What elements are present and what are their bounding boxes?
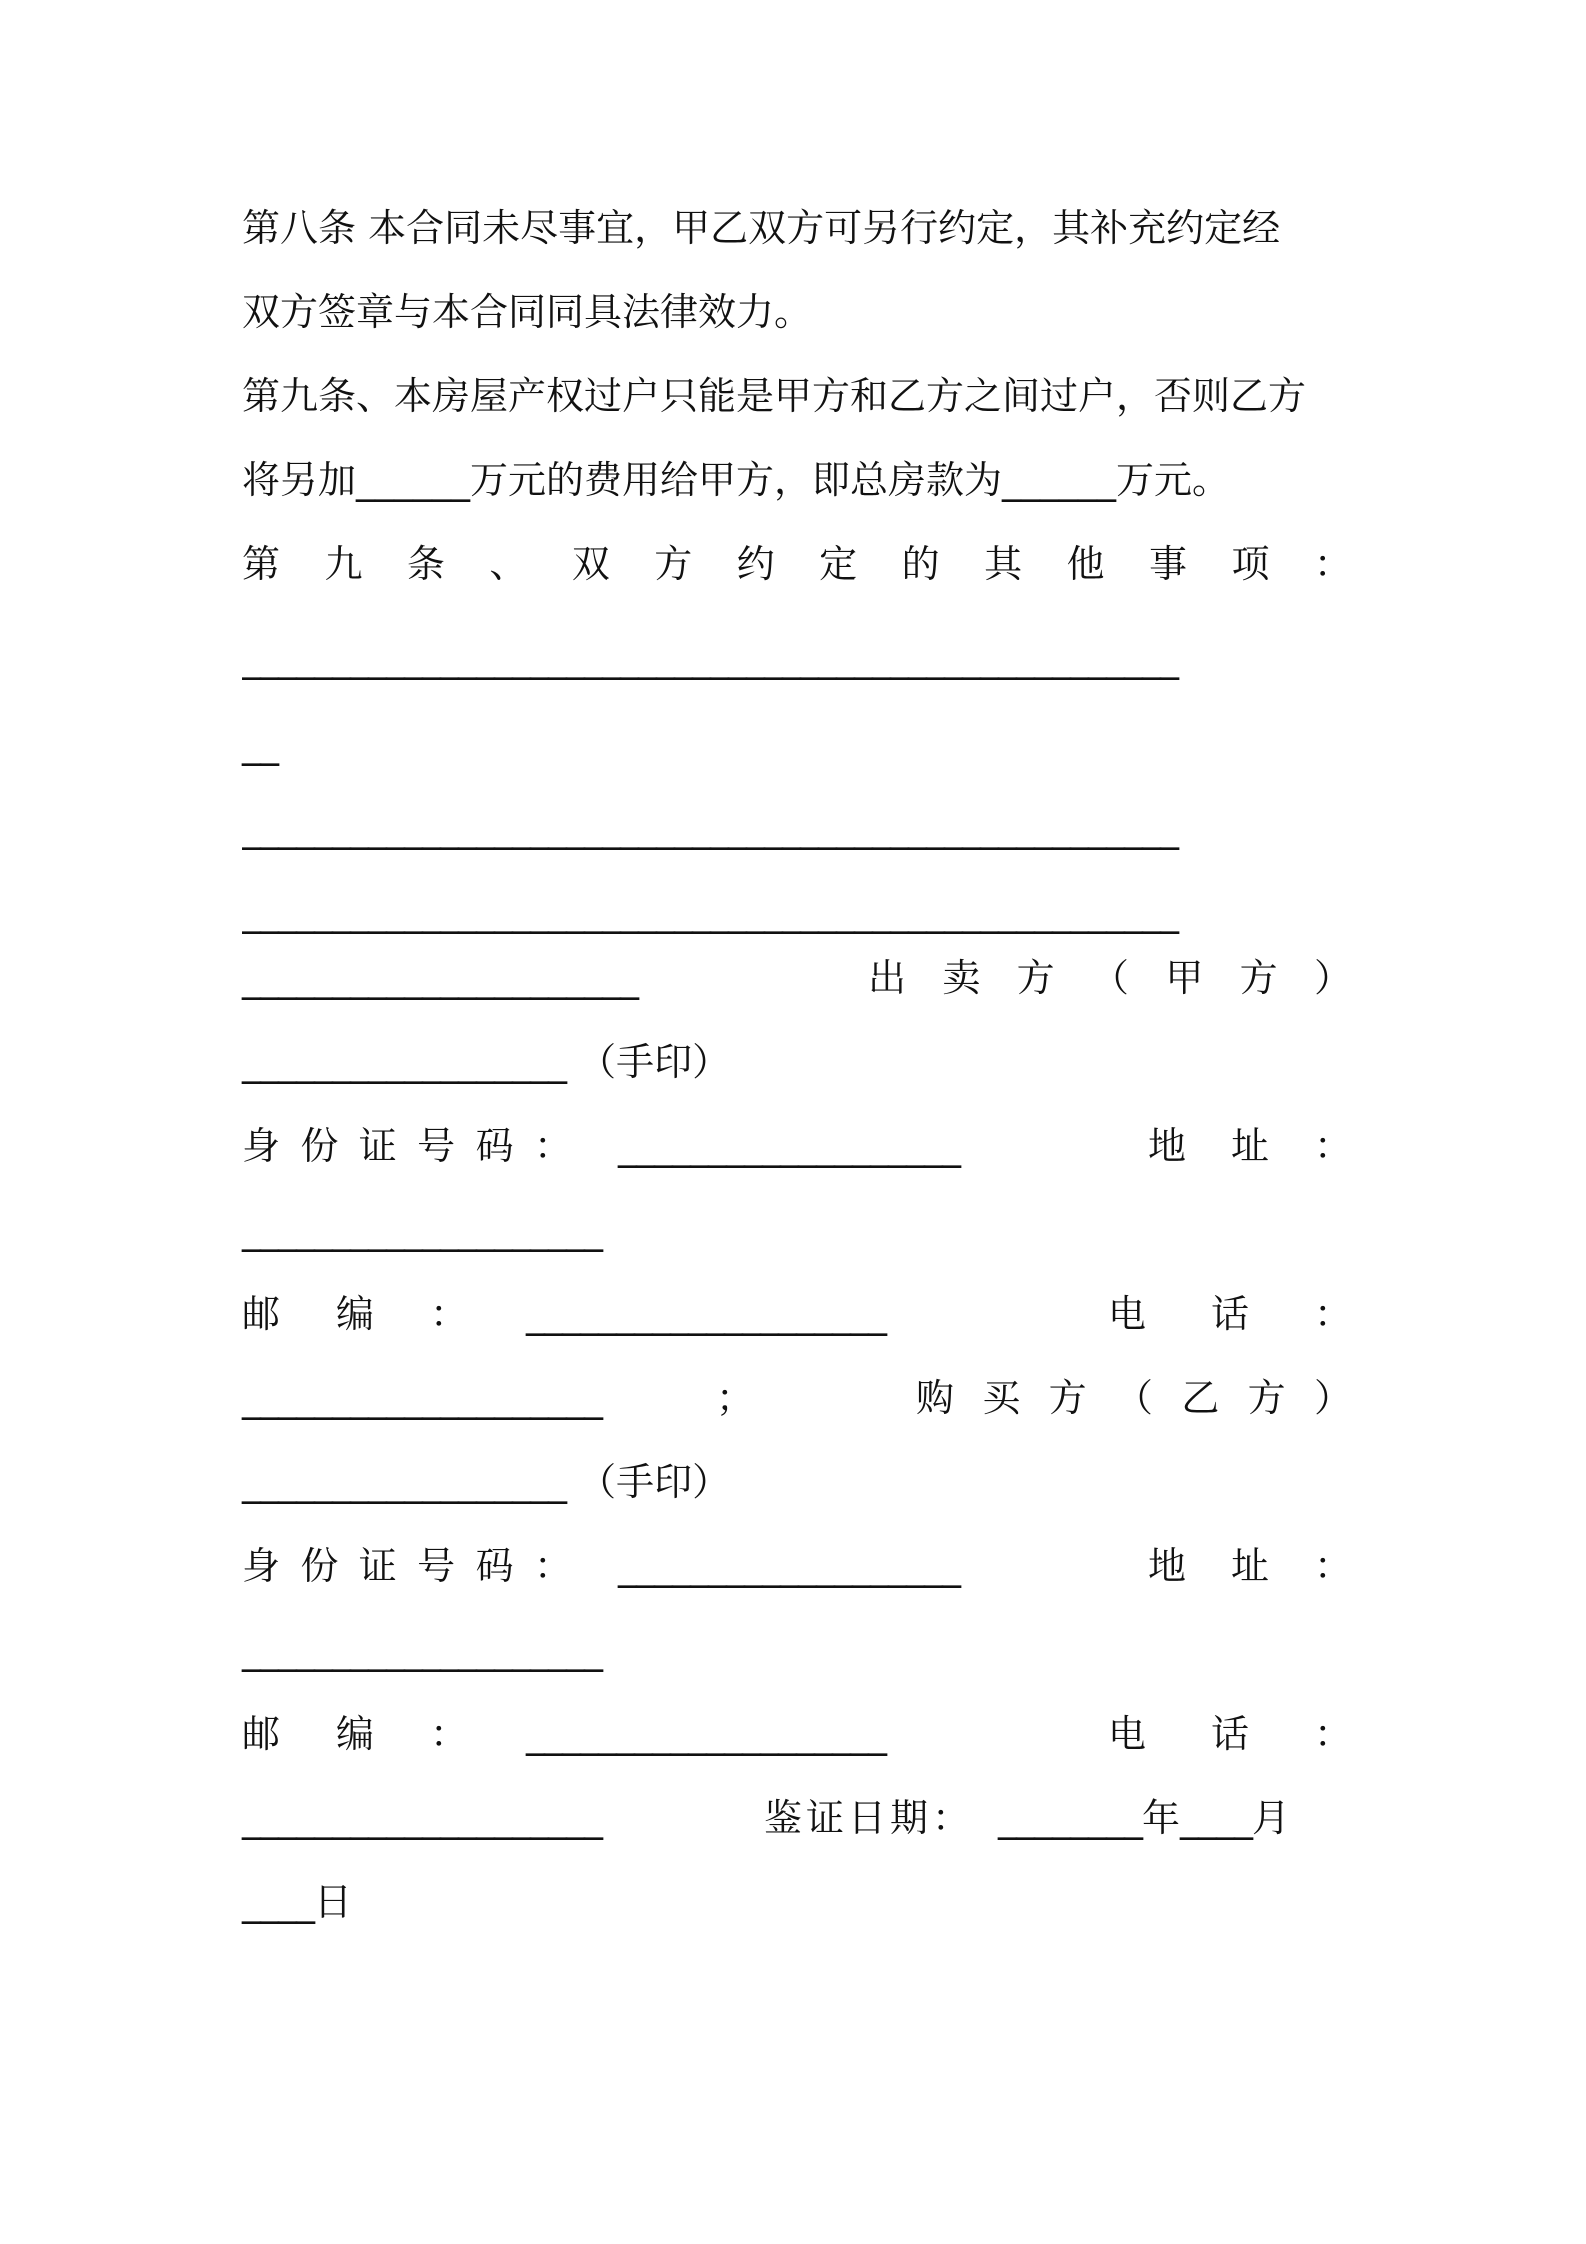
label-char: 编: [335, 1292, 374, 1336]
buyer-address-label: [1148, 1538, 1352, 1594]
label-char: ：: [429, 1292, 468, 1336]
seller-label-char: 出: [868, 956, 907, 1000]
seller-id-label: [242, 1118, 572, 1174]
certification-day-row: [242, 1874, 1352, 1930]
buyer-zip-blank: ____________________: [526, 1712, 886, 1756]
title-char: 约: [736, 542, 775, 586]
buyer-seal-blank: __________________: [242, 1460, 566, 1504]
seller-address-label: [1148, 1118, 1352, 1174]
title-char: 他: [1066, 542, 1105, 586]
buyer-seal-row: [242, 1454, 1352, 1510]
buyer-label-char: 购: [916, 1376, 955, 1420]
article-9-other-matters-title: [242, 536, 1352, 592]
title-char: 的: [901, 542, 940, 586]
label-char: 话: [1210, 1712, 1249, 1756]
label-char: 电: [1108, 1712, 1147, 1756]
label-char: ：: [1313, 1124, 1352, 1168]
title-char: 条: [406, 542, 445, 586]
buyer-label-char: 乙: [1181, 1376, 1220, 1420]
seller-seal-row: [242, 1034, 1352, 1090]
buyer-label: [916, 1370, 1352, 1426]
seller-address-blank: ____________________: [242, 1208, 602, 1252]
buyer-label-char: 方: [1048, 1376, 1087, 1420]
label-char: 码: [475, 1124, 514, 1168]
buyer-address-blank: ____________________: [242, 1628, 602, 1672]
buyer-phone-label: [1108, 1706, 1352, 1762]
seller-zip-label: [242, 1286, 468, 1342]
title-char: 方: [654, 542, 693, 586]
label-char: 电: [1108, 1292, 1147, 1336]
label-char: 身: [242, 1544, 281, 1588]
title-char: 定: [819, 542, 858, 586]
label-char: 份: [300, 1124, 339, 1168]
seller-label-char: （: [1090, 956, 1129, 1000]
label-char: ：: [1313, 1292, 1352, 1336]
label-char: 邮: [242, 1292, 281, 1336]
label-char: 码: [475, 1544, 514, 1588]
article-9-line-1: 第九条、本房屋产权过户只能是甲方和乙方之间过户，否则乙方: [242, 374, 1307, 418]
article-9-line-2: 将另加______万元的费用给甲方，即总房款为______万元。: [242, 458, 1231, 502]
seller-signature-blank: ______________________: [242, 956, 638, 1000]
buyer-seal-label: （手印）: [578, 1460, 731, 1504]
month-blank: ____: [1180, 1796, 1253, 1840]
label-char: 地: [1148, 1544, 1187, 1588]
seller-seal-label: （手印）: [578, 1040, 731, 1084]
label-char: ：: [429, 1712, 468, 1756]
label-char: 身: [242, 1124, 281, 1168]
seller-phone-blank: ____________________: [242, 1376, 602, 1420]
label-char: 号: [417, 1124, 456, 1168]
other-matters-blank-1: ____________________________________________________: [242, 636, 1178, 680]
seller-label-char: 方: [1239, 956, 1278, 1000]
buyer-label-char: ）: [1313, 1376, 1352, 1420]
title-char: ：: [1313, 542, 1352, 586]
article-8-line-2: 双方签章与本合同同具法律效力。: [242, 290, 813, 334]
label-char: 编: [335, 1712, 374, 1756]
other-matters-blank-1-tail: __: [242, 722, 278, 766]
certification-date-label: 鉴证日期：: [764, 1796, 975, 1840]
month-label: 月: [1252, 1796, 1291, 1840]
title-char: 第: [242, 542, 281, 586]
label-char: ：: [1313, 1712, 1352, 1756]
title-char: 、: [489, 542, 528, 586]
other-matters-blank-3: ____________________________________________________: [242, 890, 1178, 934]
title-char: 事: [1148, 542, 1187, 586]
other-matters-blank-2: ____________________________________________________: [242, 806, 1178, 850]
day-label: 日: [314, 1880, 353, 1924]
seller-phone-label: [1108, 1286, 1352, 1342]
label-char: ：: [533, 1124, 572, 1168]
title-char: 九: [324, 542, 363, 586]
buyer-label-char: 方: [1247, 1376, 1286, 1420]
seller-id-blank: ___________________: [618, 1124, 960, 1168]
title-char: 项: [1231, 542, 1270, 586]
buyer-id-blank: ___________________: [618, 1544, 960, 1588]
day-blank: ____: [242, 1880, 314, 1924]
label-char: 地: [1148, 1124, 1187, 1168]
separator: ；: [716, 1376, 755, 1420]
buyer-phone-blank: ____________________: [242, 1796, 602, 1840]
seller-seal-blank: __________________: [242, 1040, 566, 1084]
title-char: 其: [984, 542, 1023, 586]
label-char: ：: [1313, 1544, 1352, 1588]
seller-label-char: 甲: [1165, 956, 1204, 1000]
seller-zip-blank: ____________________: [526, 1292, 886, 1336]
certification-date-fields: [998, 1790, 1290, 1846]
label-char: ：: [533, 1544, 572, 1588]
label-char: 话: [1210, 1292, 1249, 1336]
article-8-line-1: 第八条 本合同未尽事宜，甲乙双方可另行约定，其补充约定经: [242, 206, 1281, 250]
label-char: 邮: [242, 1712, 281, 1756]
year-blank: ________: [998, 1796, 1142, 1840]
label-char: 证: [358, 1124, 397, 1168]
label-char: 址: [1230, 1124, 1269, 1168]
label-char: 证: [358, 1544, 397, 1588]
year-label: 年: [1142, 1796, 1181, 1840]
seller-label: [868, 950, 1352, 1006]
seller-label-char: ）: [1313, 956, 1352, 1000]
label-char: 址: [1230, 1544, 1269, 1588]
label-char: 份: [300, 1544, 339, 1588]
buyer-id-label: [242, 1538, 572, 1594]
title-char: 双: [571, 542, 610, 586]
seller-label-char: 方: [1016, 956, 1055, 1000]
buyer-label-char: （: [1114, 1376, 1153, 1420]
label-char: 号: [417, 1544, 456, 1588]
buyer-label-char: 买: [982, 1376, 1021, 1420]
seller-label-char: 卖: [942, 956, 981, 1000]
buyer-zip-label: [242, 1706, 468, 1762]
